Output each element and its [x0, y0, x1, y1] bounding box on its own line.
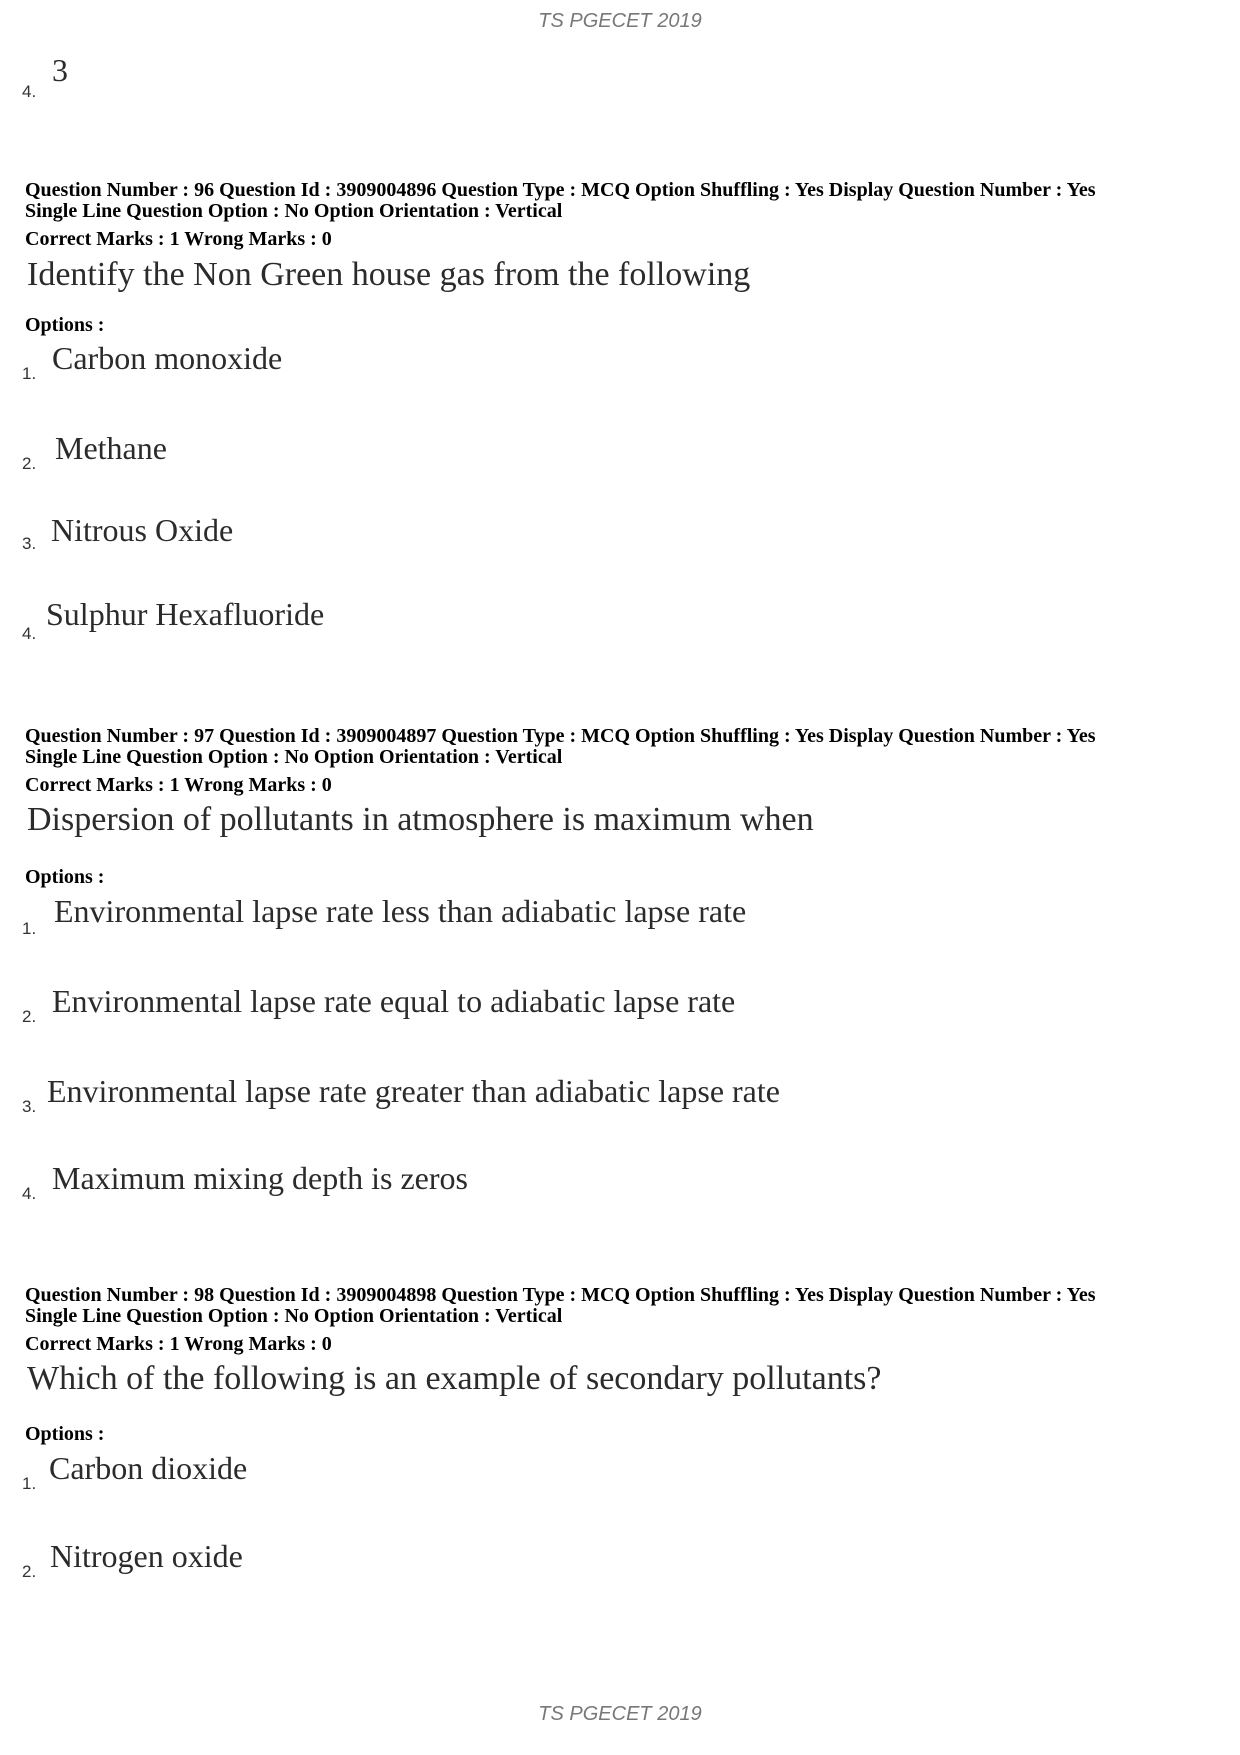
option-text: Methane [55, 430, 167, 466]
question-text: Identify the Non Green house gas from the following [27, 256, 751, 293]
question-text: Dispersion of pollutants in atmosphere is maximum when [27, 801, 814, 838]
question-meta-line1: Question Number : 97 Question Id : 3909004897 Question Type : MCQ Option Shuffling : Yes Display Question Number : Yes [25, 725, 1096, 747]
option-number: 3. [22, 1097, 37, 1116]
page-header: TS PGECET 2019 [538, 10, 702, 32]
option-text: Carbon monoxide [52, 340, 283, 376]
option-number: 1. [22, 919, 37, 938]
question-text: Which of the following is an example of secondary pollutants? [27, 1360, 882, 1397]
option-text: Environmental lapse rate less than adiabatic lapse rate [54, 893, 747, 929]
option-number: 4. [22, 624, 37, 643]
question-meta-line2: Single Line Question Option : No Option Orientation : Vertical [25, 746, 563, 768]
option-text: 3 [52, 52, 68, 88]
option-number: 2. [22, 1562, 37, 1581]
options-label: Options : [25, 866, 105, 888]
question-marks: Correct Marks : 1 Wrong Marks : 0 [25, 228, 332, 250]
question-marks: Correct Marks : 1 Wrong Marks : 0 [25, 1333, 332, 1355]
option-number: 4. [22, 1184, 37, 1203]
question-meta-line2: Single Line Question Option : No Option Orientation : Vertical [25, 200, 563, 222]
option-number: 1. [22, 1474, 37, 1493]
option-text: Nitrous Oxide [51, 512, 234, 548]
option-number: 1. [22, 364, 37, 383]
question-meta-line1: Question Number : 96 Question Id : 3909004896 Question Type : MCQ Option Shuffling : Yes Display Question Number : Yes [25, 179, 1096, 201]
option-text: Environmental lapse rate greater than adiabatic lapse rate [47, 1073, 780, 1109]
question-marks: Correct Marks : 1 Wrong Marks : 0 [25, 774, 332, 796]
option-number: 2. [22, 454, 37, 473]
question-meta-line1: Question Number : 98 Question Id : 3909004898 Question Type : MCQ Option Shuffling : Yes Display Question Number : Yes [25, 1284, 1096, 1306]
option-number: 3. [22, 534, 37, 553]
options-label: Options : [25, 1423, 105, 1445]
option-text: Environmental lapse rate equal to adiabatic lapse rate [52, 983, 736, 1019]
question-meta-line2: Single Line Question Option : No Option Orientation : Vertical [25, 1305, 563, 1327]
options-label: Options : [25, 314, 105, 336]
option-text: Maximum mixing depth is zeros [52, 1160, 468, 1196]
option-text: Nitrogen oxide [50, 1538, 243, 1574]
option-number: 4. [22, 82, 37, 101]
option-text: Sulphur Hexafluoride [46, 596, 325, 632]
option-text: Carbon dioxide [49, 1450, 248, 1486]
page-footer: TS PGECET 2019 [538, 1703, 702, 1725]
option-number: 2. [22, 1007, 37, 1026]
